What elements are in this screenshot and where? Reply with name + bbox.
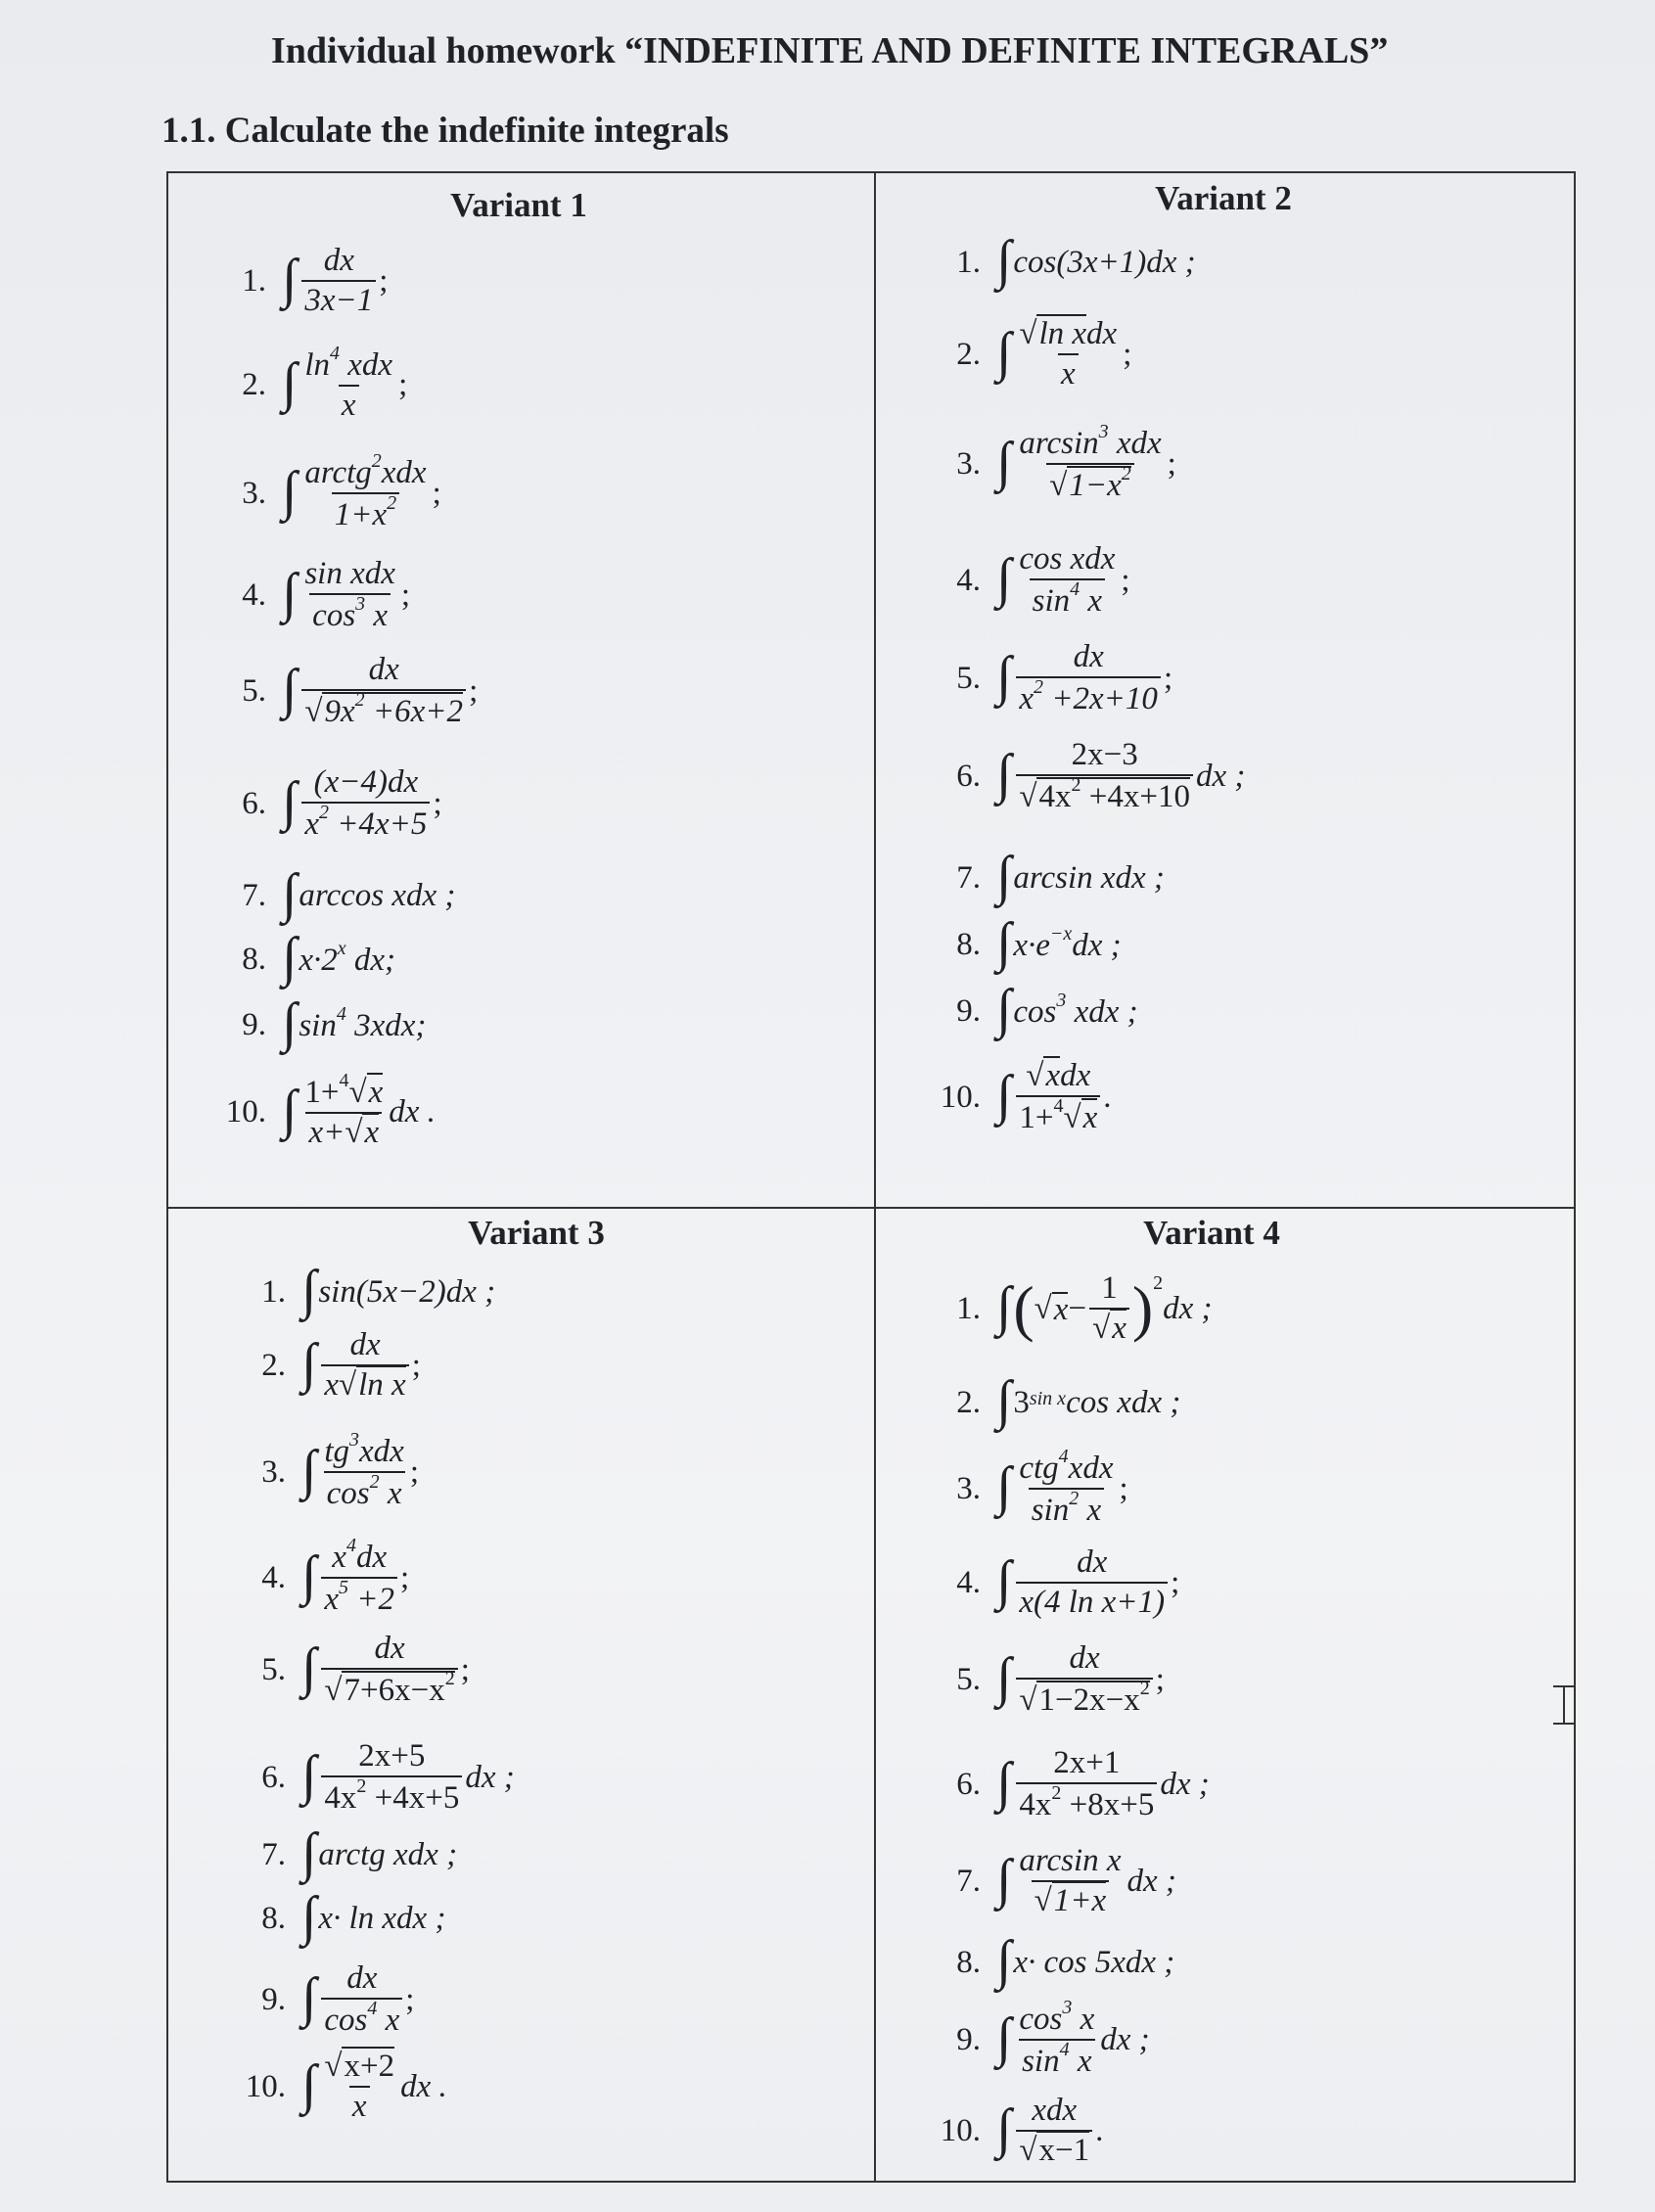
table-divider-horizontal <box>166 1207 1576 1209</box>
section-heading: 1.1. Calculate the indefinite integrals <box>161 111 729 151</box>
list-item: 10. ∫ $\frac{√x+2}{x}$ dx . <box>245 2049 447 2124</box>
list-item: 3. ∫ $\frac{arctg^2xdx}{1+x^2}$ ; <box>242 450 441 532</box>
list-item: 6. ∫ $\frac{2x-3}{√4x^2 +4x+10}$ dx ; <box>956 737 1246 814</box>
list-item: 2. ∫ 3 $^{sin x}$ cos xdx ; <box>956 1370 1181 1431</box>
list-item: 6. ∫ $\frac{2x+5}{4x^2 +4x+5}$ dx ; <box>261 1738 515 1816</box>
list-item: 10. ∫ $\frac{1+^4√x}{x+√x}$ dx . <box>225 1070 436 1150</box>
list-item: 8. ∫ $x\cdot 2^x$ dx; <box>242 927 396 988</box>
list-item: 9. ∫ $\frac{dx}{\cos^4 x}$ ; <box>261 1960 415 2038</box>
list-item: 9. ∫ $\cos^3$ xdx ; <box>956 979 1138 1039</box>
list-item: 4. ∫ $\frac{\text{cos xdx}}{\sin^4 x}$ ; <box>956 541 1130 619</box>
list-item: 8. ∫ x· ln xdx ; <box>261 1886 446 1947</box>
variant-3-heading: Variant 3 <box>468 1214 605 1252</box>
list-item: 10. ∫ $\frac{\text{√xdx}}{1+^4√x}$ . <box>940 1058 1112 1135</box>
list-item: 8. ∫ x· cos 5xdx ; <box>956 1930 1175 1991</box>
list-item: 9. ∫ $\frac{\cos^3 x}{\sin^4 x}$ dx ; <box>956 1997 1150 2079</box>
fraction: $\frac{dx}{3x-1}$ <box>301 245 376 317</box>
variant-1-heading: Variant 1 <box>450 186 587 224</box>
list-item: 10. ∫ $\frac{\text{xdx}}{√x-1}$ . <box>940 2093 1104 2168</box>
list-item: 3. ∫ $\frac{tg^3xdx}{\cos^2 x}$ ; <box>261 1429 419 1511</box>
list-item: 7. ∫ arcsin xdx ; <box>956 846 1165 906</box>
list-item: 5. ∫ $\frac{dx}{√7+6x-x^2}$ ; <box>261 1631 470 1708</box>
list-item: 3. ∫ $\frac{\arcsin^3 xdx}{√1-x^2}$ ; <box>956 421 1176 503</box>
list-item: 5. ∫ $\frac{dx}{√1-2x-x^2}$ ; <box>956 1640 1165 1718</box>
list-item: 1. ∫ cos(3x+1)dx ; <box>956 230 1196 291</box>
list-item: 2. ∫ $\frac{\text{√ln xdx}}{x}$ ; <box>956 316 1132 392</box>
list-item: 1. ∫ $\frac{dx}{3x-1}$ ; <box>242 243 389 318</box>
integral-sign: ∫ <box>282 248 298 309</box>
list-item: 6. ∫ $\frac{(x-4)dx}{x^2 +4x+5}$ ; <box>242 764 442 842</box>
page-title: Individual homework “INDEFINITE AND DEFINITE INTEGRALS” <box>271 30 1389 71</box>
list-item: 1. ∫ ( √ x − $\frac{1}{√x}$ ) $^2$ dx ; <box>956 1270 1213 1346</box>
table-divider-vertical <box>874 171 876 2183</box>
list-item: 3. ∫ $\frac{ctg^4xdx}{\sin^2 x}$ ; <box>956 1446 1128 1528</box>
variant-4-heading: Variant 4 <box>1143 1214 1280 1252</box>
list-item: 2. ∫ $\frac{\ln^4 xdx}{x}$ ; <box>242 343 408 423</box>
list-item: 4. ∫ $\frac{\text{sin xdx}}{\cos^3 x}$ ; <box>242 556 411 633</box>
list-item: 7. ∫ arctg xdx ; <box>261 1822 458 1883</box>
list-item: 4. ∫ $\frac{x^4dx}{x^5 +2}$ ; <box>261 1535 410 1617</box>
text-cursor-icon <box>1551 1683 1577 1727</box>
list-item: 1. ∫ sin(5x−2)dx ; <box>261 1260 496 1320</box>
list-item: 5. ∫ $\frac{dx}{√9x^2 +6x+2}$ ; <box>242 652 479 729</box>
list-item: 6. ∫ $\frac{2x+1}{4x^2 +8x+5}$ dx ; <box>956 1745 1210 1822</box>
list-item: 7. ∫ $\frac{\text{arcsin x}}{√1+x}$ dx ; <box>956 1843 1176 1918</box>
list-item: 2. ∫ $\frac{dx}{\text{x√ln x}}$ ; <box>261 1327 421 1403</box>
list-item: 9. ∫ $\sin^4 3xdx$; <box>242 992 427 1053</box>
list-item: 8. ∫ $x\cdot e^{-x}dx$ ; <box>956 912 1122 973</box>
list-item: 5. ∫ $\frac{dx}{x^2 +2x+10}$ ; <box>956 639 1173 716</box>
list-item: 4. ∫ $\frac{dx}{\text{x(4 ln x+1)}}$ ; <box>956 1544 1180 1620</box>
list-item: 7. ∫ arccos xdx ; <box>242 863 456 924</box>
variant-2-heading: Variant 2 <box>1155 179 1292 217</box>
